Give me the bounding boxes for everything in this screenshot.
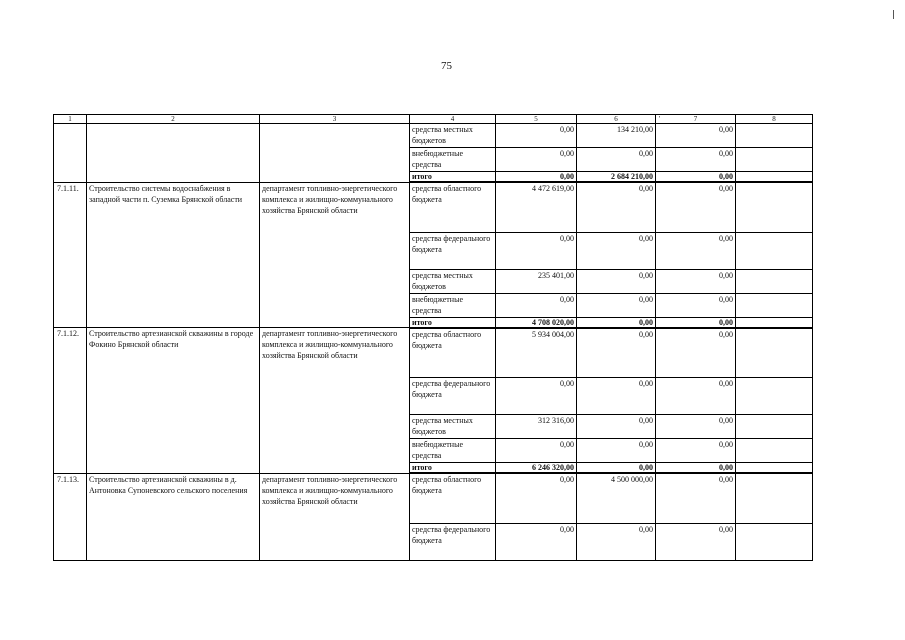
funding-source: средства областного бюджета — [410, 182, 496, 232]
value-col7: 0,00 — [656, 463, 736, 474]
value-col7: 0,00 — [656, 439, 736, 463]
value-col7: 0,00 — [656, 317, 736, 328]
funding-source: средства местных бюджетов — [410, 269, 496, 293]
value-col7: 0,00 — [656, 182, 736, 232]
value-col5: 0,00 — [496, 439, 577, 463]
col-header-7-mark: ' — [659, 115, 661, 123]
page-number: 75 — [441, 60, 452, 72]
item-name: Строительство артезианской скважины в городе Фокино Брянской области — [87, 328, 260, 474]
value-col5: 0,00 — [496, 124, 577, 148]
value-col6: 0,00 — [577, 415, 656, 439]
value-col5: 0,00 — [496, 293, 577, 317]
funding-source: средства местных бюджетов — [410, 415, 496, 439]
col-header-5: 5 — [496, 115, 577, 124]
value-col5: 0,00 — [496, 473, 577, 523]
funding-source: внебюджетные средства — [410, 293, 496, 317]
item-number: 7.1.13. — [54, 473, 87, 560]
scan-edge-mark — [893, 10, 894, 19]
value-col6: 0,00 — [577, 439, 656, 463]
value-col7: 0,00 — [656, 148, 736, 172]
value-col8 — [736, 378, 813, 415]
funding-source: итого — [410, 172, 496, 183]
funding-source: итого — [410, 463, 496, 474]
table-row — [54, 124, 813, 148]
value-col6: 0,00 — [577, 378, 656, 415]
value-col8 — [736, 415, 813, 439]
table-row — [54, 328, 813, 378]
value-col8 — [736, 463, 813, 474]
header-row — [54, 115, 813, 124]
item-name — [87, 124, 260, 183]
item-number: 7.1.12. — [54, 328, 87, 474]
value-col6: 0,00 — [577, 293, 656, 317]
value-col6: 0,00 — [577, 523, 656, 560]
col-header-8: 8 — [736, 115, 813, 124]
col-header-3: 3 — [260, 115, 410, 124]
value-col5: 312 316,00 — [496, 415, 577, 439]
value-col8 — [736, 182, 813, 232]
value-col6: 0,00 — [577, 269, 656, 293]
value-col7: 0,00 — [656, 415, 736, 439]
value-col5: 5 934 004,00 — [496, 328, 577, 378]
item-executor: департамент топливно-энергетического комплекса и жилищно-коммунального хозяйства Брянской области — [260, 473, 410, 560]
funding-source: средства федерального бюджета — [410, 523, 496, 560]
item-name: Строительство артезианской скважины в д. Антоновка Супоневского сельского поселения — [87, 473, 260, 560]
value-col5: 0,00 — [496, 172, 577, 183]
value-col8 — [736, 293, 813, 317]
value-col7: 0,00 — [656, 172, 736, 183]
value-col5: 0,00 — [496, 378, 577, 415]
value-col8 — [736, 172, 813, 183]
item-executor — [260, 124, 410, 183]
value-col8 — [736, 148, 813, 172]
item-number — [54, 124, 87, 183]
funding-source: средства областного бюджета — [410, 473, 496, 523]
value-col8 — [736, 232, 813, 269]
value-col5: 4 472 619,00 — [496, 182, 577, 232]
value-col5: 6 246 320,00 — [496, 463, 577, 474]
value-col8 — [736, 317, 813, 328]
value-col7: 0,00 — [656, 293, 736, 317]
funding-source: итого — [410, 317, 496, 328]
value-col8 — [736, 523, 813, 560]
value-col6: 0,00 — [577, 328, 656, 378]
funding-source: средства местных бюджетов — [410, 124, 496, 148]
col-header-4: 4 — [410, 115, 496, 124]
item-name: Строительство системы водоснабжения в западной части п. Суземка Брянской области — [87, 182, 260, 328]
value-col6: 0,00 — [577, 148, 656, 172]
funding-source: внебюджетные средства — [410, 148, 496, 172]
value-col6: 4 500 000,00 — [577, 473, 656, 523]
value-col5: 0,00 — [496, 232, 577, 269]
value-col5: 4 708 020,00 — [496, 317, 577, 328]
value-col7: 0,00 — [656, 232, 736, 269]
value-col6: 0,00 — [577, 463, 656, 474]
col-header-6-label: 6 — [614, 115, 618, 123]
value-col7: 0,00 — [656, 124, 736, 148]
value-col7: 0,00 — [656, 473, 736, 523]
value-col5: 0,00 — [496, 148, 577, 172]
value-col7: 0,00 — [656, 328, 736, 378]
value-col5: 0,00 — [496, 523, 577, 560]
funding-source: внебюджетные средства — [410, 439, 496, 463]
value-col8 — [736, 124, 813, 148]
table-row — [54, 473, 813, 523]
item-number: 7.1.11. — [54, 182, 87, 328]
col-header-7 — [656, 115, 736, 124]
table-row — [54, 182, 813, 232]
value-col8 — [736, 328, 813, 378]
value-col6: 134 210,00 — [577, 124, 656, 148]
col-header-7-label: 7 — [693, 115, 698, 123]
value-col6: 2 684 210,00 — [577, 172, 656, 183]
budget-table — [53, 114, 813, 561]
funding-source: средства федерального бюджета — [410, 378, 496, 415]
col-header-2: 2 — [87, 115, 260, 124]
value-col6: 0,00 — [577, 232, 656, 269]
value-col8 — [736, 269, 813, 293]
item-executor: департамент топливно-энергетического комплекса и жилищно-коммунального хозяйства Брянской области — [260, 182, 410, 328]
value-col7: 0,00 — [656, 523, 736, 560]
value-col5: 235 401,00 — [496, 269, 577, 293]
value-col8 — [736, 439, 813, 463]
value-col7: 0,00 — [656, 269, 736, 293]
value-col6: 0,00 — [577, 182, 656, 232]
value-col6: 0,00 — [577, 317, 656, 328]
value-col7: 0,00 — [656, 378, 736, 415]
funding-source: средства федерального бюджета — [410, 232, 496, 269]
col-header-6 — [577, 115, 656, 124]
funding-source: средства областного бюджета — [410, 328, 496, 378]
value-col8 — [736, 473, 813, 523]
item-executor: департамент топливно-энергетического комплекса и жилищно-коммунального хозяйства Брянской области — [260, 328, 410, 474]
col-header-1: 1 — [54, 115, 87, 124]
